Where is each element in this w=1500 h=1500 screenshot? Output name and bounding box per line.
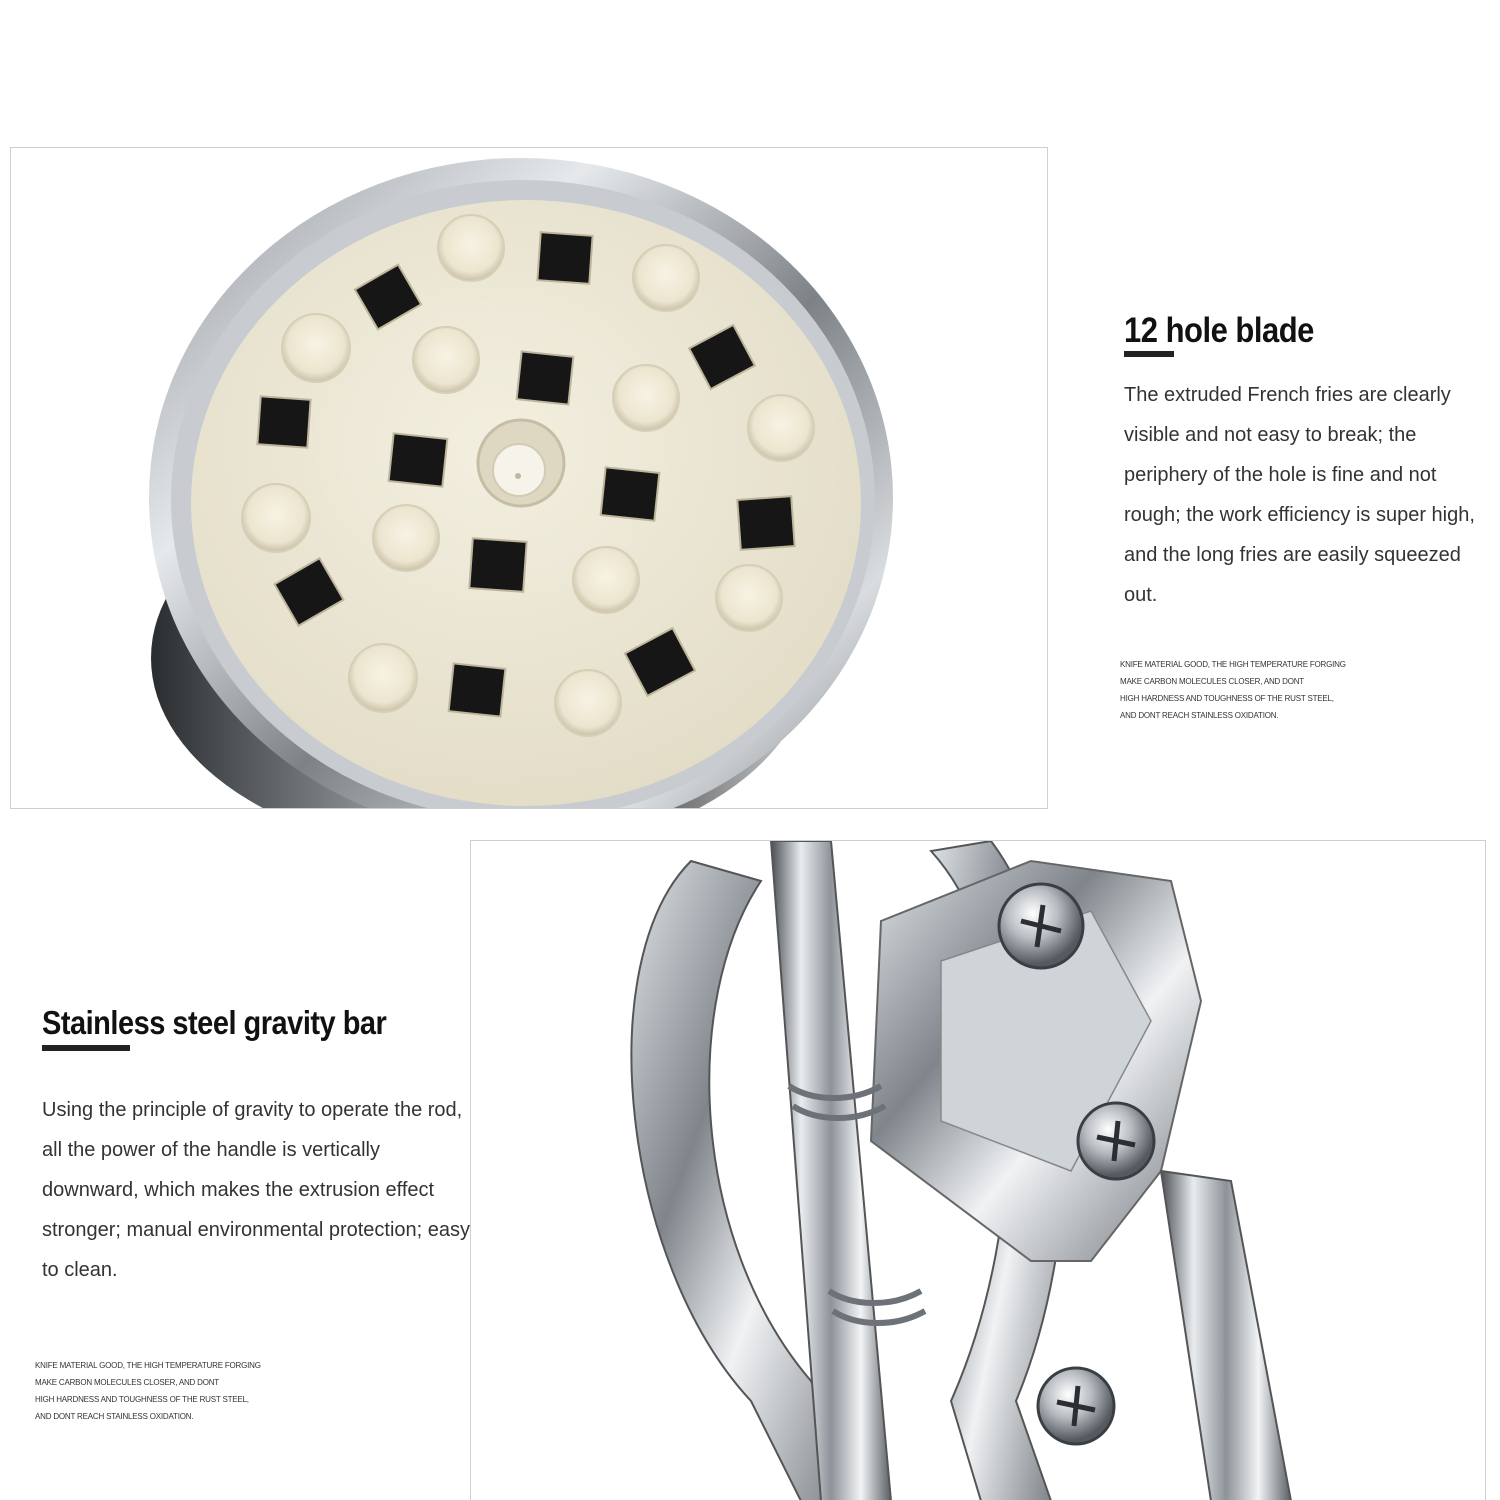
screw-icon [999,884,1083,968]
gravity-bar-title-underline [42,1045,130,1051]
fine-print-line: KNIFE MATERIAL GOOD, THE HIGH TEMPERATURE FORGING [35,1361,261,1370]
lever-photo-frame [470,840,1486,1500]
blade-section-fine-print [1120,656,1346,724]
gravity-bar-section-description: Using the principle of gravity to operate the rod, all the power of the handle is vertically downward, which makes the extrusion effect stronger; manual environmental protection; easy to clean. [42,1099,471,1281]
screw-icon [1078,1103,1154,1179]
gravity-bar-section-title: Stainless steel gravity bar [42,1005,387,1042]
screw-icon [1038,1368,1114,1444]
fine-print-line: MAKE CARBON MOLECULES CLOSER, AND DONT [35,1378,219,1387]
lever-mechanism-photo [471,841,1486,1500]
fine-print-line: KNIFE MATERIAL GOOD, THE HIGH TEMPERATURE FORGING [1120,660,1346,669]
blade-photo-frame [10,147,1048,809]
fine-print-line: HIGH HARDNESS AND TOUGHNESS OF THE RUST STEEL, [1120,694,1334,703]
blade-section-description: The extruded French fries are clearly visible and not easy to break; the periphery of the hole is fine and not rough; the work efficiency is super high, and the long fries are easily squeezed out. [1124,384,1475,606]
blade-section-title: 12 hole blade [1124,310,1314,351]
fine-print-line: HIGH HARDNESS AND TOUGHNESS OF THE RUST STEEL, [35,1395,249,1404]
fine-print-line: AND DONT REACH STAINLESS OXIDATION. [1120,711,1279,720]
fine-print-line: MAKE CARBON MOLECULES CLOSER, AND DONT [1120,677,1304,686]
fine-print-line: AND DONT REACH STAINLESS OXIDATION. [35,1412,194,1421]
gravity-bar-section-fine-print [35,1357,261,1425]
blade-title-underline [1124,351,1174,357]
blade-disc-photo [11,148,1048,809]
